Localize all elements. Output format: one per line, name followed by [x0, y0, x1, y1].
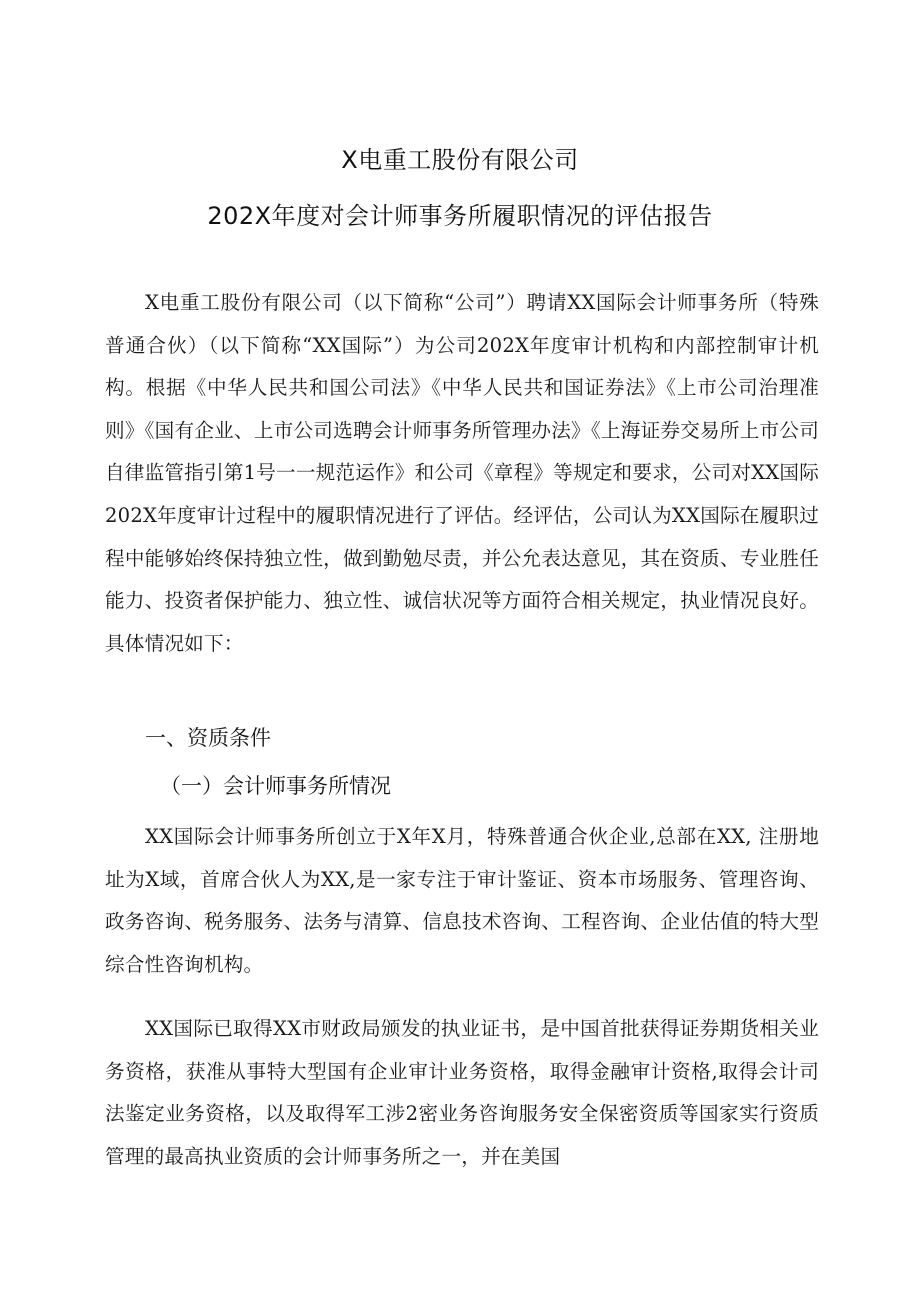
- subsection-heading: （一）会计师事务所情况: [160, 774, 391, 798]
- qualification-block: [105, 1008, 819, 1178]
- firm-info-paragraph: XX国际会计师事务所创立于X年X月，特殊普通合伙企业,总部在XX, 注册地址为X域，首席合伙人为XX,是一家专注于审计鉴证、资本市场服务、管理咨询、政务咨询、税务服务、法务与清算、信息技术咨询、工程咨询、企业估值的特大型综合性咨询机构。: [105, 825, 819, 976]
- firm-info-block: [105, 816, 819, 986]
- report-title: 202X年度对会计师事务所履职情况的评估报告: [207, 202, 713, 230]
- intro-block: [105, 282, 819, 665]
- qualification-paragraph: XX国际已取得XX市财政局颁发的执业证书，是中国首批获得证券期货相关业务资格，获准从事特大型国有企业审计业务资格，取得金融审计资格,取得会计司法鉴定业务资格，以及取得军工涉2密业务咨询服务安全保密资质等国家实行资质管理的最高执业资质的会计师事务所之一，并在美国: [105, 1017, 819, 1168]
- intro-paragraph: X电重工股份有限公司（以下简称“公司”）聘请XX国际会计师事务所（特殊普通合伙）（以下简称“XX国际”）为公司202X年度审计机构和内部控制审计机构。根据《中华人民共和国公司法》《中华人民共和国证券法》《上市公司治理准则》《国有企业、上市公司选聘会计师事务所管理办法》《上海证券交易所上市公司自律监管指引第1号一一规范运作》和公司《章程》等规定和要求，公司对XX国际202X年度审计过程中的履职情况进行了评估。经评估，公司认为XX国际在履职过程中能够始终保持独立性，做到勤勉尽责，并公允表达意见，其在资质、专业胜任能力、投资者保护能力、独立性、诚信状况等方面符合相关规定，执业情况良好。具体情况如下：: [105, 291, 819, 655]
- section-heading: 一、资质条件: [145, 726, 271, 750]
- company-title: X电重工股份有限公司: [341, 146, 579, 174]
